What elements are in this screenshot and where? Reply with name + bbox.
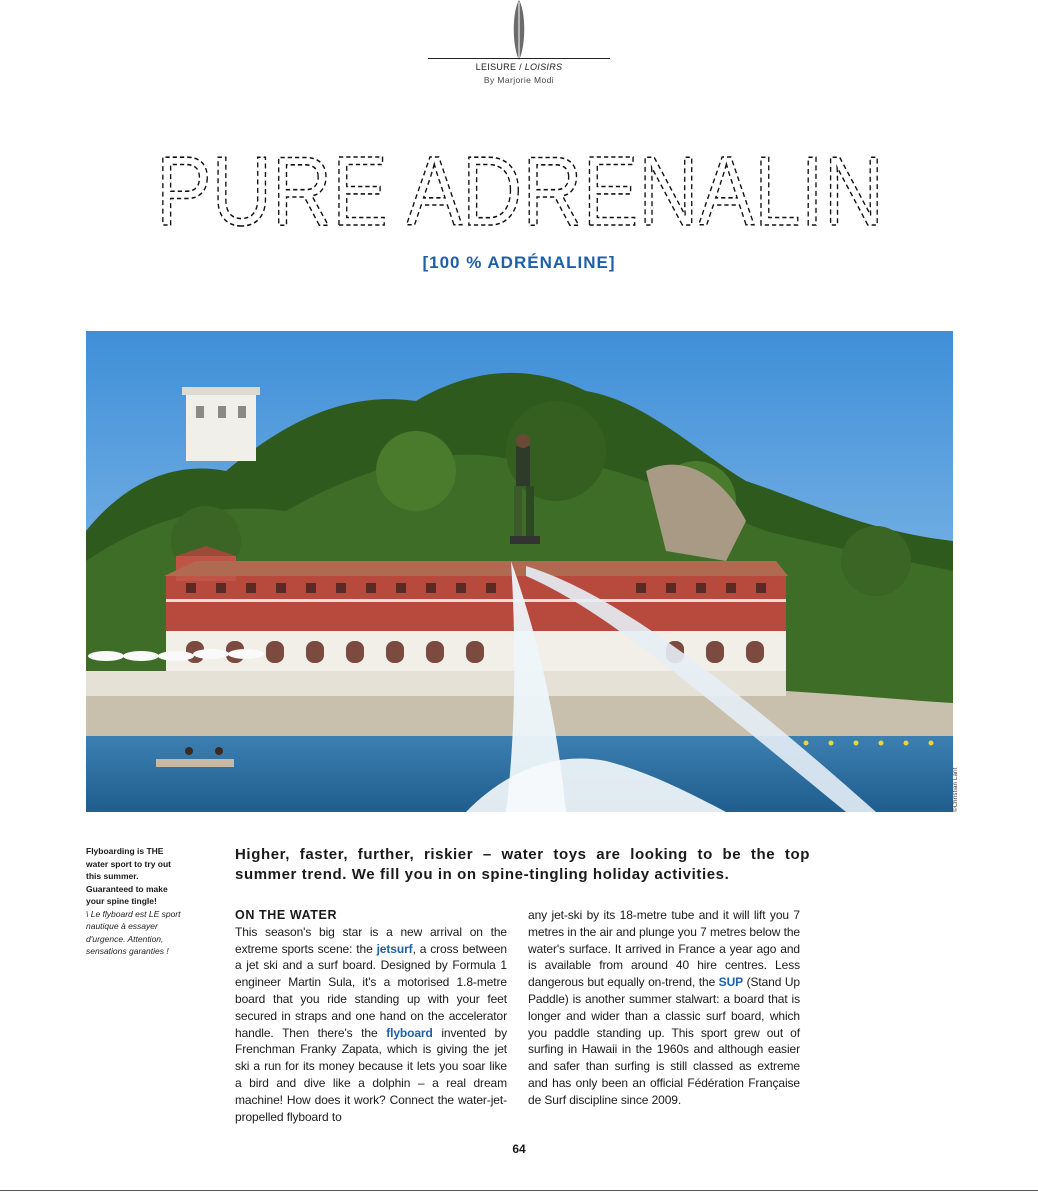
flyboard-photo	[86, 331, 953, 812]
photo-caption	[86, 845, 186, 958]
caption-french: \ Le flyboard est LE sport nautique à essayer d'urgence. Attention, sensations garanties !	[86, 908, 181, 956]
surfboard-icon	[510, 0, 528, 60]
section-label: LEISURE / LOISIRS	[475, 62, 563, 72]
keyword-sup: SUP	[718, 975, 744, 990]
header-rule	[428, 58, 610, 59]
section-heading: ON THE WATER	[235, 908, 338, 922]
subtitle: [100 % ADRÉNALINE]	[422, 253, 616, 272]
intro-paragraph: Higher, faster, further, riskier – water toys are looking to be the top summer trend. We fill you in on spine-tingling holiday activities.	[235, 846, 810, 883]
article-column-1: ON THE WATER This season's big star is a new arrival on the extreme sports scene: the jetsurf, a cross between a jet ski and a surf board. Designed by Formula 1 engineer Martin Sula, it's a motorised 1.8-metre board that you ride standing up with your feet secured in straps and one hand on the accelerator handle. Then there's the flyboard invented by Frenchman Franky Zapata, which is giving the jet ski a run for its money because it lets you soar like a bird and dive like a dolphin – a real dream machine! How does it work? Connect the water-jet-propelled flyboard to	[235, 908, 508, 1124]
byline: By Marjorie Modi	[483, 75, 555, 85]
svg-text:PURE ADRENALIN: PURE ADRENALIN	[156, 136, 884, 246]
page-number: 64	[512, 1142, 526, 1156]
bottom-rule	[0, 1190, 1038, 1191]
article-column-2: any jet-ski by its 18-metre tube and it will lift you 7 metres in the air and plunge you 7 metres below the water's surface. It arrived in France a year ago and is available from around 40 hire centres. Less dangerous but equally on-trend, the SUP (Stand Up Paddle) is another summer stalwart: a board that is longer and wider than a classic surf board, which you paddle standing up. This sport grew out of surfing in Hawaii in the 1960s and although easier and safer than surfing is still classed as extreme and has only been an official Fédération Française de Surf discipline since 2009.	[528, 908, 800, 1107]
keyword-flyboard: flyboard	[386, 1025, 433, 1040]
page-title	[150, 136, 890, 246]
caption-english: Flyboarding is THE water sport to try out this summer. Guaranteed to make your spine tingle!	[86, 846, 172, 906]
photo-credit: ©Christian Larit	[953, 767, 959, 812]
keyword-jetsurf: jetsurf	[376, 941, 413, 956]
